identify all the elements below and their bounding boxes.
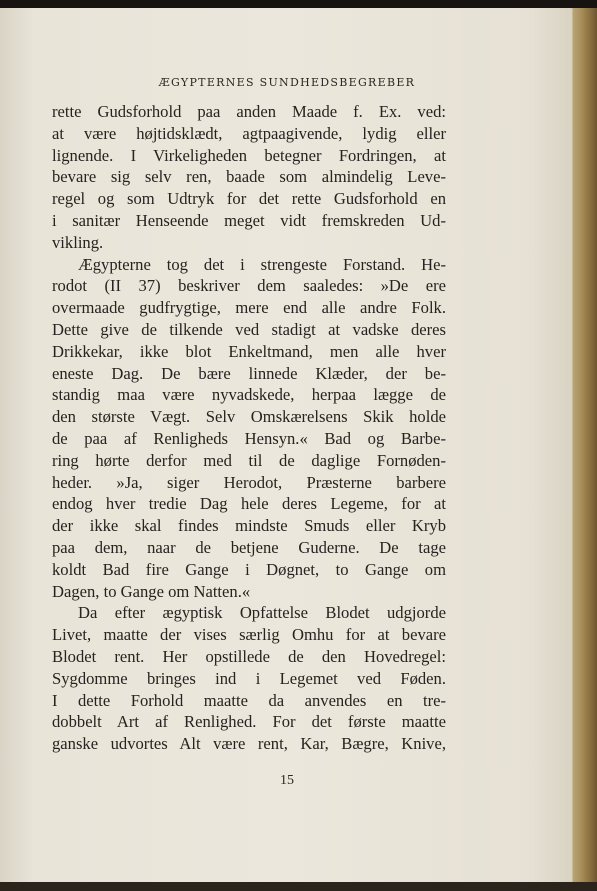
text-line: rodot (II 37) beskriver dem saaledes: »De ere [52, 276, 446, 296]
text-line: heder. »Ja, siger Herodot, Præsterne barbere [52, 472, 446, 492]
text-line: Sygdomme bringes ind i Legemet ved Føden. [52, 668, 446, 688]
text-line: den største Vægt. Selv Omskærelsens Skik holde [52, 407, 446, 427]
text-line: Dagen, to Gange om Natten.« [52, 581, 251, 601]
text-line: Ægypterne tog det i strengeste Forstand. He- [78, 254, 446, 274]
scan-bottom-edge [0, 882, 597, 891]
text-line: eneste Dag. De bære linnede Klæder, der be- [52, 363, 446, 383]
page-number: 15 [280, 773, 294, 788]
text-line: at være højtidsklædt, agtpaagivende, lydig eller [52, 123, 446, 143]
text-line: i sanitær Henseende meget vidt fremskreden Ud- [52, 210, 446, 230]
book-spine [573, 8, 597, 886]
text-line: koldt Bad fire Gange i Døgnet, to Gange om [52, 559, 446, 579]
text-line: Livet, maatte der vises særlig Omhu for at bevare [52, 625, 446, 645]
text-line: dobbelt Art af Renlighed. For det første maatte [52, 712, 446, 732]
text-line: endog hver tredie Dag hele deres Legeme, for at [52, 494, 446, 514]
text-line: ring hørte derfor med til de daglige Fornøden- [52, 450, 446, 470]
body-text [52, 101, 446, 755]
text-line: regel og som Udtryk for det rette Gudsforhold en [52, 189, 446, 209]
text-line: overmaade gudfrygtige, mere end alle andre Folk. [52, 298, 446, 318]
text-line: der ikke skal findes mindste Smuds eller Kryb [52, 516, 446, 536]
text-line: bevare sig selv ren, baade som almindelig Leve- [52, 167, 446, 187]
text-line: lignende. I Virkeligheden betegner Fordringen, at [52, 145, 446, 165]
text-line: ganske udvortes Alt være rent, Kar, Bægre, Knive, [52, 734, 446, 754]
text-line: vikling. [52, 232, 104, 252]
running-head: ÆGYPTERNES SUNDHEDSBEGREBER [158, 76, 416, 89]
text-line: de paa af Renligheds Hensyn.« Bad og Barbe- [52, 428, 446, 448]
text-line: Dette give de tilkende ved stadigt at vadske deres [52, 319, 446, 339]
text-line: Drikkekar, ikke blot Enkeltmand, men alle hver [52, 341, 446, 361]
text-line: rette Gudsforhold paa anden Maade f. Ex. ved: [52, 102, 446, 121]
text-line: paa dem, naar de betjene Guderne. De tage [52, 537, 446, 557]
text-line: Blodet rent. Her opstillede de den Hovedregel: [52, 646, 446, 666]
text-line: I dette Forhold maatte da anvendes en tre- [52, 690, 446, 710]
text-line: standig maa være nyvadskede, herpaa lægge de [52, 385, 446, 405]
text-line: Da efter ægyptisk Opfattelse Blodet udgjorde [78, 603, 446, 623]
